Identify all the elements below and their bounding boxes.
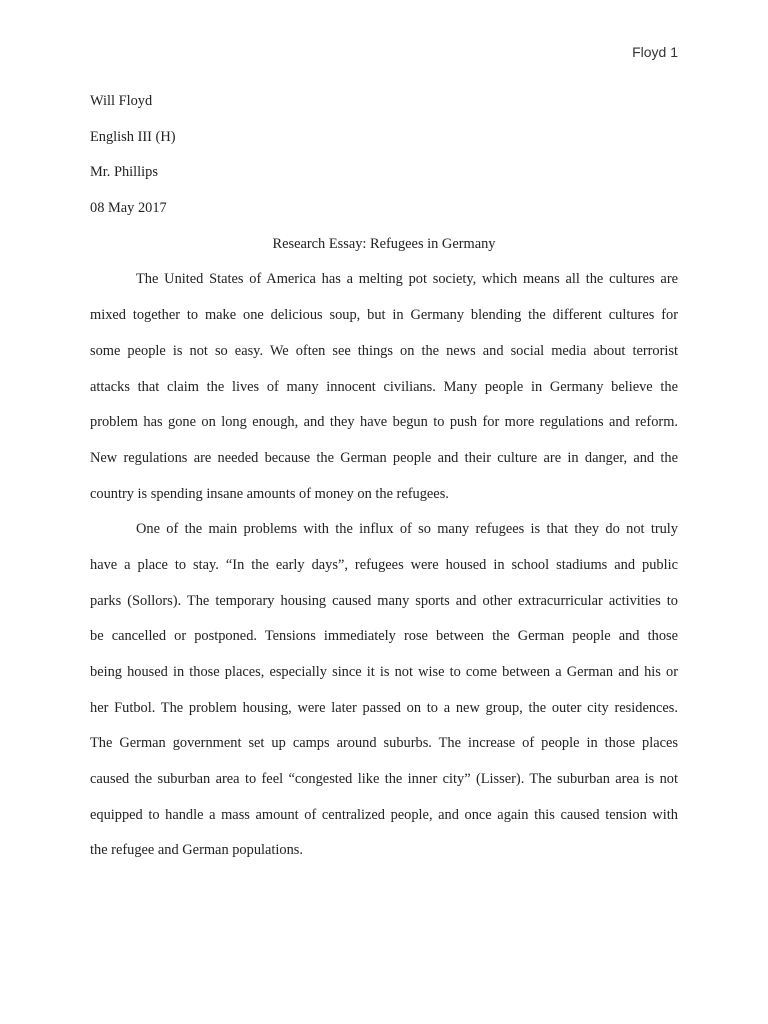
paragraph-line: some people is not so easy. We often see things on the news and social media about terrorist <box>90 342 678 359</box>
instructor-name: Mr. Phillips <box>90 164 158 181</box>
paragraph-1 <box>90 262 678 512</box>
essay-title: Research Essay: Refugees in Germany <box>272 235 496 252</box>
paragraph-line: be cancelled or postponed. Tensions immediately rose between the German people and those <box>90 628 678 645</box>
running-header-page-number: Floyd 1 <box>632 44 678 60</box>
paragraph-line: parks (Sollors). The temporary housing caused many sports and other extracurricular activities to <box>90 592 678 609</box>
paragraph-line: the refugee and German populations. <box>90 842 303 859</box>
paragraph-2 <box>90 512 678 869</box>
paragraph-line: country is spending insane amounts of money on the refugees. <box>90 485 449 502</box>
paragraph-line: being housed in those places, especially since it is not wise to come between a German and his or <box>90 664 678 680</box>
paragraph-line: One of the main problems with the influx of so many refugees is that they do not truly <box>136 521 678 538</box>
paragraph-line: have a place to stay. “In the early days”, refugees were housed in school stadiums and public <box>90 556 678 573</box>
author-name: Will Floyd <box>90 93 153 109</box>
paragraph-line: New regulations are needed because the German people and their culture are in danger, and the <box>90 449 678 466</box>
paragraph-line: caused the suburban area to feel “congested like the inner city” (Lisser). The suburban area is not <box>90 771 678 788</box>
essay-date: 08 May 2017 <box>90 200 167 217</box>
paragraph-line: The German government set up camps around suburbs. The increase of people in those places <box>90 735 678 752</box>
paragraph-line: The United States of America has a melting pot society, which means all the cultures are <box>136 271 678 288</box>
paragraph-line: mixed together to make one delicious soup, but in Germany blending the different cultures for <box>90 307 678 324</box>
paragraph-line: equipped to handle a mass amount of centralized people, and once again this caused tension with <box>90 806 678 823</box>
course-name: English III (H) <box>90 128 176 145</box>
paragraph-line: problem has gone on long enough, and they have begun to push for more regulations and reform. <box>90 414 678 431</box>
essay-body <box>90 84 678 869</box>
paragraph-line: attacks that claim the lives of many innocent civilians. Many people in Germany believe the <box>90 378 678 395</box>
paragraph-line: her Futbol. The problem housing, were later passed on to a new group, the outer city residences. <box>90 699 678 716</box>
